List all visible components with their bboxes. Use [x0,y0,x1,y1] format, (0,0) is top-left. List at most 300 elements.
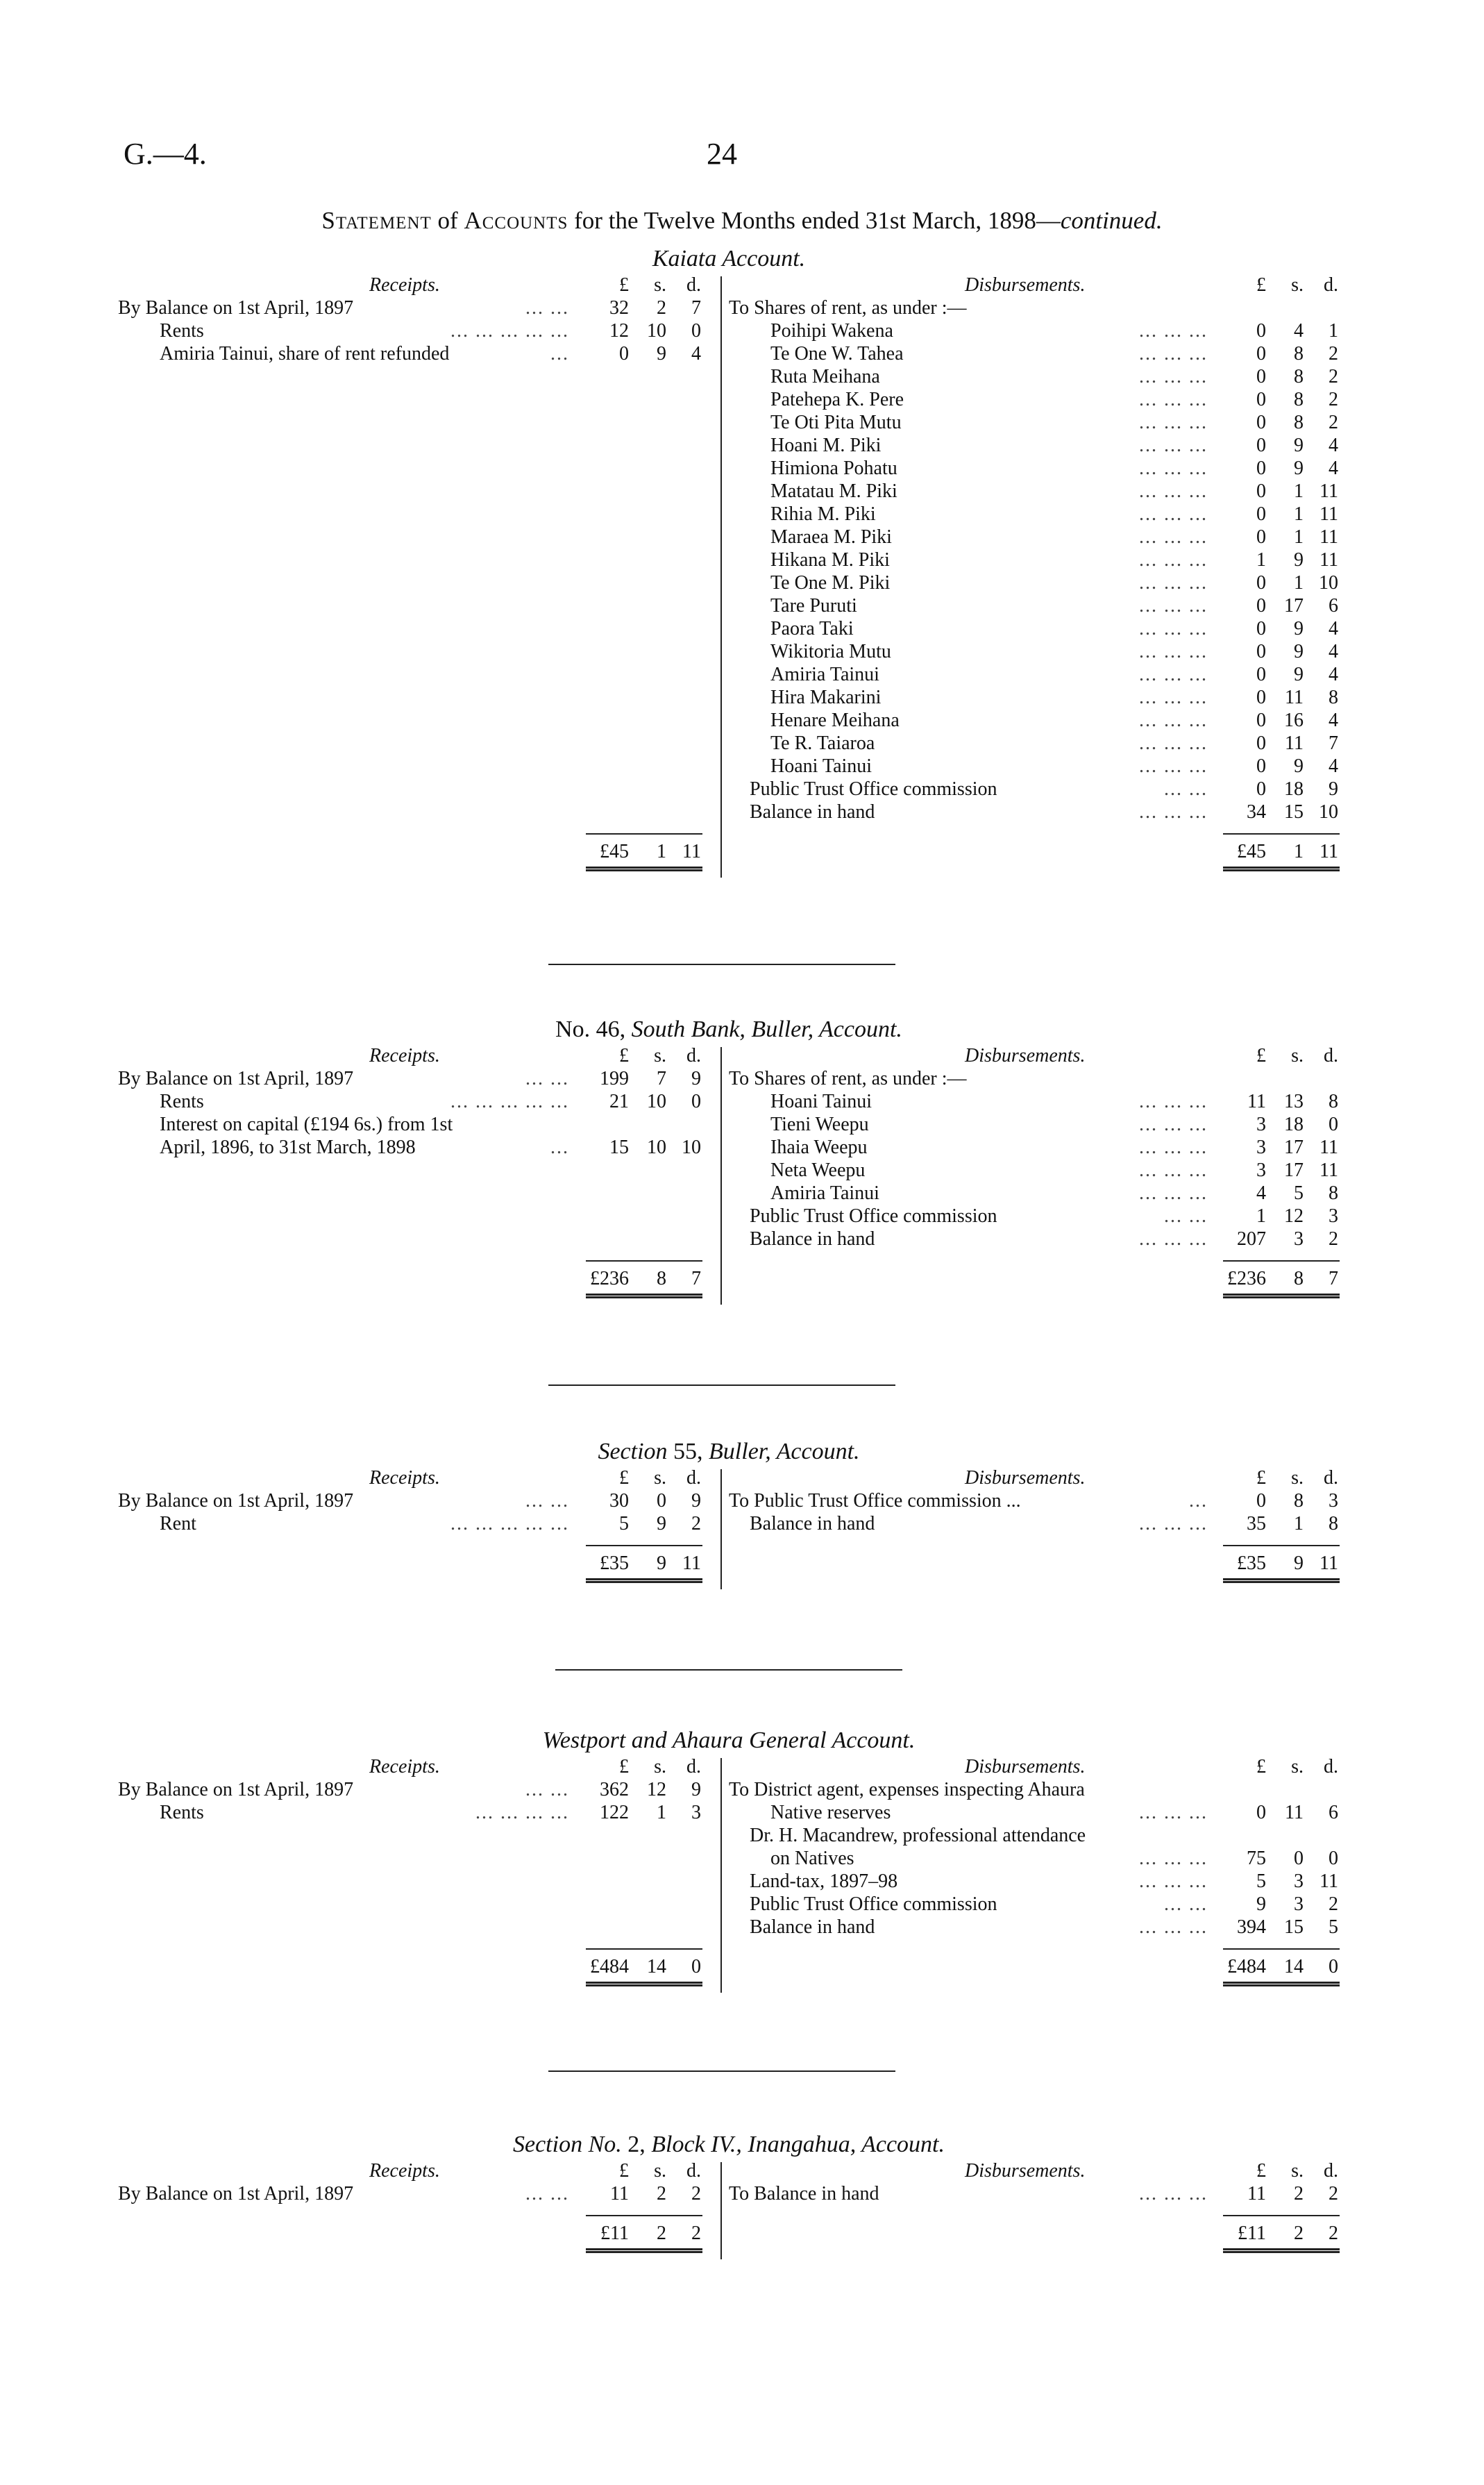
pence-value: 2 [1329,1893,1338,1915]
pence-value: 11 [1319,1871,1338,1892]
line-item-label: Maraea M. Piki [770,526,892,548]
pounds-value: 35 [1247,1513,1266,1534]
pounds-value: 5 [619,1513,629,1534]
line-item-label: Public Trust Office commission [750,1893,997,1915]
pence-value: 11 [1319,1160,1338,1181]
line-item-label: Public Trust Office commission [750,778,997,800]
total-row [118,1552,715,1575]
leader-dots: ... ... ... [1139,733,1208,754]
pence-value: 4 [1329,618,1338,639]
leader-dots: ... ... ... [1139,549,1208,571]
total-pence: 0 [691,1956,701,1977]
pounds-value: 0 [1256,480,1266,502]
disbursements-line-item [729,503,1340,526]
total-shillings: 14 [647,1956,666,1977]
total-pounds: £35 [600,1553,629,1574]
shillings-value: 8 [1294,1490,1304,1512]
pence-value: 6 [1329,1802,1338,1823]
disbursements-line-item [729,1159,1340,1182]
pounds-value: 0 [1256,687,1266,708]
total-pounds: £484 [590,1956,629,1977]
shillings-value: 7 [657,1068,666,1089]
receipts-line-item [118,1512,715,1535]
line-item-label: Rents [160,1802,204,1823]
leader-dots: ... ... ... ... ... [450,1091,569,1112]
statement-accounts-word: Accounts [464,207,568,234]
leader-dots: ... ... ... ... [475,1802,569,1823]
disbursements-line-item [729,732,1340,755]
receipts-line-item [118,1489,715,1512]
disbursements-line-item [729,342,1340,365]
column-head-shillings: s. [654,274,666,296]
statement-title [0,207,1484,235]
line-item-label: Ruta Meihana [770,366,880,387]
column-head-pence: d. [1324,1045,1338,1066]
column-divider [720,1047,722,1305]
shillings-value: 9 [1294,641,1304,662]
shillings-value: 1 [657,1802,666,1823]
column-head-pence: d. [1324,274,1338,296]
line-item-label: Te One W. Tahea [770,343,904,365]
pence-value: 11 [1319,1137,1338,1158]
line-item-label: By Balance on 1st April, 1897 [118,1068,354,1089]
disbursements-line-item [729,617,1340,640]
subtotal-rule [586,833,702,835]
pounds-value: 0 [1256,595,1266,617]
shillings-value: 17 [1284,1137,1304,1158]
column-head-pence: d. [686,1756,701,1777]
total-shillings: 9 [1294,1553,1304,1574]
pounds-value: 32 [609,297,629,319]
disbursements-line-item [729,457,1340,480]
column-head-shillings: s. [1291,1756,1304,1777]
shillings-value: 8 [1294,343,1304,365]
pence-value: 8 [1329,1091,1338,1112]
line-item-label: Te R. Taiaroa [770,733,875,754]
pounds-value: 122 [600,1802,629,1823]
disbursements-line-item [729,480,1340,503]
shillings-value: 3 [1294,1871,1304,1892]
leader-dots: ... ... ... [1139,503,1208,525]
column-head-shillings: s. [1291,1045,1304,1066]
shillings-value: 9 [1294,664,1304,685]
leader-dots: ... [550,1137,569,1158]
line-item-label: Henare Meihana [770,710,900,731]
shillings-value: 12 [647,1779,666,1800]
pounds-value: 0 [1256,526,1266,548]
pence-value: 0 [691,320,701,342]
pence-value: 10 [682,1137,701,1158]
line-item-label: Matatau M. Piki [770,480,897,502]
document-reference: G.—4. [124,137,207,171]
shillings-value: 11 [1285,687,1304,708]
south-bank-account-section [118,1015,1340,1302]
leader-dots: ... ... ... [1139,343,1208,365]
total-double-rule [1223,867,1340,871]
disbursements-column [729,1044,1340,1289]
leader-dots: ... [1189,1490,1208,1512]
disbursements-line-item [729,319,1340,342]
receipts-heading: Receipts. [369,274,440,296]
section-55-account-section [118,1437,1340,1587]
leader-dots: ... ... [1164,1205,1208,1227]
pence-value: 11 [1319,503,1338,525]
line-item-label: Tieni Weepu [770,1114,869,1135]
pence-value: 1 [1329,320,1338,342]
leader-dots: ... [550,343,569,365]
receipts-line-item [118,1801,715,1824]
shillings-value: 9 [1294,549,1304,571]
column-head-shillings: s. [1291,2160,1304,2182]
column-head-pence: d. [686,1045,701,1066]
disbursements-header-row [729,1044,1340,1067]
pence-value: 4 [1329,664,1338,685]
line-item-label: April, 1896, to 31st March, 1898 [160,1137,416,1158]
pounds-value: 0 [1256,503,1266,525]
pounds-value: 0 [1256,618,1266,639]
leader-dots: ... ... ... [1139,1916,1208,1938]
westport-ahaura-account-section [118,1726,1340,1990]
disbursements-line-item [729,434,1340,457]
shillings-value: 9 [657,343,666,365]
shillings-value: 10 [647,320,666,342]
disbursements-line-item [729,1512,1340,1535]
column-head-pence: d. [686,1467,701,1489]
shillings-value: 15 [1284,801,1304,823]
column-head-pounds: £ [1256,1756,1266,1777]
subtotal-rule [586,1948,702,1950]
disbursements-line-item [729,663,1340,686]
pounds-value: 11 [1247,2183,1266,2204]
pounds-value: 12 [609,320,629,342]
column-head-shillings: s. [654,1756,666,1777]
total-shillings: 1 [657,841,666,862]
column-head-pounds: £ [619,1467,629,1489]
total-double-rule [586,867,702,871]
disbursements-column [729,1755,1340,1977]
shillings-value: 10 [647,1137,666,1158]
leader-dots: ... ... [525,1490,569,1512]
pounds-value: 4 [1256,1182,1266,1204]
total-row [118,840,715,863]
leader-dots: ... ... ... [1139,2183,1208,2204]
disbursements-heading: Disbursements. [965,2160,1086,2182]
receipts-column [118,2159,715,2244]
shillings-value: 18 [1284,1114,1304,1135]
pounds-value: 3 [1256,1160,1266,1181]
total-pence: 7 [1329,1268,1338,1289]
total-double-rule [1223,1578,1340,1583]
leader-dots: ... ... ... [1139,1228,1208,1250]
line-item-label: Poihipi Wakena [770,320,893,342]
pence-value: 9 [691,1068,701,1089]
pounds-value: 0 [1256,343,1266,365]
shillings-value: 1 [1294,503,1304,525]
receipts-column [118,1466,715,1574]
inangahua-account-section [118,2130,1340,2257]
total-pence: 11 [1319,1553,1338,1574]
line-item-label: Balance in hand [750,1228,875,1250]
pence-value: 9 [691,1490,701,1512]
line-item-label: on Natives [770,1848,854,1869]
disbursements-line-item [729,755,1340,778]
receipts-line-item [118,1136,715,1159]
disbursements-line-item [729,594,1340,617]
leader-dots: ... ... [1164,1893,1208,1915]
statement-continued: continued. [1060,207,1163,234]
pence-value: 8 [1329,1182,1338,1204]
line-item-label: Native reserves [770,1802,891,1823]
column-head-pounds: £ [1256,1045,1266,1066]
total-double-rule [586,1578,702,1583]
disbursements-line-item [729,1205,1340,1228]
pounds-value: 0 [1256,641,1266,662]
line-item-label: To Shares of rent, as under :— [729,1068,967,1089]
shillings-value: 9 [1294,435,1304,456]
leader-dots: ... ... ... [1139,458,1208,479]
total-double-rule [1223,1982,1340,1986]
total-pounds: £236 [590,1268,629,1289]
leader-dots: ... ... ... [1139,366,1208,387]
column-divider [720,1469,722,1589]
total-double-rule [1223,1294,1340,1298]
column-divider [720,276,722,878]
shillings-value: 16 [1284,710,1304,731]
line-item-label: Amiria Tainui [770,1182,879,1204]
total-row [118,1955,715,1978]
disbursements-line-item [729,1893,1340,1916]
receipts-line-item [118,296,715,319]
pounds-value: 0 [1256,572,1266,594]
shillings-value: 0 [657,1490,666,1512]
total-pence: 2 [691,2223,701,2244]
total-shillings: 2 [1294,2223,1304,2244]
section-divider [555,1669,902,1671]
line-item-label: To District agent, expenses inspecting Ahaura [729,1779,1085,1800]
total-pounds: £484 [1227,1956,1266,1977]
line-item-label: Paora Taki [770,618,854,639]
disbursements-line-item [729,709,1340,732]
disbursements-header-row [729,1755,1340,1778]
pence-value: 2 [1329,389,1338,410]
leader-dots: ... ... ... [1139,1160,1208,1181]
receipts-header-row [118,1755,715,1778]
receipts-line-item [118,1113,715,1136]
pence-value: 5 [1329,1916,1338,1938]
inangahua-account-title [118,2130,1340,2159]
column-head-shillings: s. [1291,274,1304,296]
line-item-label: Ihaia Weepu [770,1137,868,1158]
leader-dots: ... ... [525,1068,569,1089]
pence-value: 4 [1329,435,1338,456]
title-rest: Block IV., Inangahua, Account. [651,2132,945,2157]
shillings-value: 8 [1294,366,1304,387]
disbursements-column [729,274,1340,862]
shillings-value: 15 [1284,1916,1304,1938]
total-row [118,2222,715,2245]
pence-value: 7 [1329,733,1338,754]
total-shillings: 2 [657,2223,666,2244]
leader-dots: ... ... [1164,778,1208,800]
subtotal-rule [586,1545,702,1546]
leader-dots: ... ... ... [1139,1848,1208,1869]
leader-dots: ... ... ... ... ... [450,320,569,342]
leader-dots: ... ... [525,297,569,319]
pounds-value: 5 [1256,1871,1266,1892]
line-item-label: Land-tax, 1897–98 [750,1871,898,1892]
leader-dots: ... ... ... [1139,710,1208,731]
total-shillings: 8 [1294,1268,1304,1289]
pence-value: 4 [1329,458,1338,479]
leader-dots: ... ... ... [1139,1871,1208,1892]
pence-value: 4 [691,343,701,365]
total-row [118,1267,715,1290]
disbursements-line-item [729,1801,1340,1824]
pounds-value: 0 [1256,458,1266,479]
pounds-value: 30 [609,1490,629,1512]
subtotal-rule [586,2215,702,2216]
receipts-line-item [118,1067,715,1090]
shillings-value: 11 [1285,1802,1304,1823]
pounds-value: 0 [1256,1490,1266,1512]
receipts-line-item [118,1778,715,1801]
leader-dots: ... ... ... ... ... [450,1513,569,1534]
leader-dots: ... ... ... [1139,572,1208,594]
pence-value: 7 [691,297,701,319]
total-shillings: 14 [1284,1956,1304,1977]
pounds-value: 0 [1256,664,1266,685]
disbursements-line-item [729,1067,1340,1090]
pence-value: 11 [1319,549,1338,571]
pounds-value: 75 [1247,1848,1266,1869]
disbursements-line-item [729,1136,1340,1159]
pounds-value: 0 [1256,320,1266,342]
leader-dots: ... ... ... [1139,1802,1208,1823]
line-item-label: Rents [160,320,204,342]
shillings-value: 8 [1294,389,1304,410]
column-head-pounds: £ [1256,1467,1266,1489]
section-divider [548,2070,895,2072]
pence-value: 2 [691,2183,701,2204]
line-item-label: To Shares of rent, as under :— [729,297,967,319]
disbursements-line-item [729,778,1340,801]
column-head-pence: d. [1324,1467,1338,1489]
pounds-value: 0 [619,343,629,365]
shillings-value: 3 [1294,1893,1304,1915]
line-item-label: To Public Trust Office commission ... [729,1490,1021,1512]
pounds-value: 0 [1256,710,1266,731]
total-double-rule [1223,2248,1340,2253]
shillings-value: 8 [1294,412,1304,433]
pence-value: 0 [1329,1848,1338,1869]
line-item-label: Dr. H. Macandrew, professional attendance [750,1825,1086,1846]
receipts-column [118,1755,715,1977]
line-item-label: By Balance on 1st April, 1897 [118,1779,354,1800]
disbursements-heading: Disbursements. [965,1756,1086,1777]
leader-dots: ... ... ... [1139,1182,1208,1204]
leader-dots: ... ... ... [1139,1091,1208,1112]
pounds-value: 3 [1256,1114,1266,1135]
shillings-value: 2 [657,2183,666,2204]
subtotal-rule [1223,1545,1340,1546]
shillings-value: 2 [1294,2183,1304,2204]
line-item-label: Wikitoria Mutu [770,641,891,662]
receipts-line-item [118,319,715,342]
line-item-label: Rihia M. Piki [770,503,876,525]
line-item-label: Hoani Tainui [770,1091,872,1112]
receipts-column [118,274,715,862]
line-item-label: Himiona Pohatu [770,458,897,479]
disbursements-line-item [729,1228,1340,1250]
line-item-label: Hira Makarini [770,687,882,708]
pence-value: 10 [1319,572,1338,594]
pounds-value: 11 [610,2183,629,2204]
shillings-value: 17 [1284,595,1304,617]
line-item-label: Te Oti Pita Mutu [770,412,902,433]
pence-value: 10 [1319,801,1338,823]
receipts-heading: Receipts. [369,1045,440,1066]
receipts-header-row [118,1466,715,1489]
column-head-pence: d. [686,274,701,296]
pence-value: 2 [1329,412,1338,433]
disbursements-line-item [729,549,1340,571]
disbursements-header-row [729,274,1340,296]
shillings-value: 1 [1294,1513,1304,1534]
receipts-heading: Receipts. [369,2160,440,2182]
receipts-line-item [118,2182,715,2205]
total-row [729,840,1340,863]
pence-value: 4 [1329,641,1338,662]
leader-dots: ... ... ... [1139,618,1208,639]
line-item-label: Neta Weepu [770,1160,866,1181]
title-prefix: Section [598,1439,668,1464]
pence-value: 9 [1329,778,1338,800]
disbursements-line-item [729,411,1340,434]
pence-value: 2 [1329,343,1338,365]
line-item-label: Amiria Tainui [770,664,879,685]
shillings-value: 4 [1294,320,1304,342]
pounds-value: 34 [1247,801,1266,823]
total-pence: 11 [682,841,701,862]
line-item-label: Balance in hand [750,801,875,823]
disbursements-line-item [729,571,1340,594]
pence-value: 2 [1329,366,1338,387]
pounds-value: 0 [1256,412,1266,433]
total-pence: 11 [682,1553,701,1574]
disbursements-line-item [729,1778,1340,1801]
disbursements-line-item [729,801,1340,823]
section-55-account-title [118,1437,1340,1466]
pounds-value: 362 [600,1779,629,1800]
statement-period: for the Twelve Months ended 31st March, 1898— [568,207,1061,234]
pounds-value: 0 [1256,1802,1266,1823]
disbursements-header-row [729,1466,1340,1489]
line-item-label: By Balance on 1st April, 1897 [118,2183,354,2204]
column-head-pounds: £ [1256,274,1266,296]
page-number: 24 [707,137,737,171]
pence-value: 3 [1329,1490,1338,1512]
shillings-value: 3 [1294,1228,1304,1250]
pounds-value: 207 [1237,1228,1266,1250]
subtotal-rule [1223,1260,1340,1262]
line-item-label: By Balance on 1st April, 1897 [118,297,354,319]
subtotal-rule [1223,833,1340,835]
leader-dots: ... ... ... [1139,595,1208,617]
pounds-value: 1 [1256,549,1266,571]
leader-dots: ... ... ... [1139,801,1208,823]
line-item-label: Tare Puruti [770,595,857,617]
receipts-line-item [118,342,715,365]
